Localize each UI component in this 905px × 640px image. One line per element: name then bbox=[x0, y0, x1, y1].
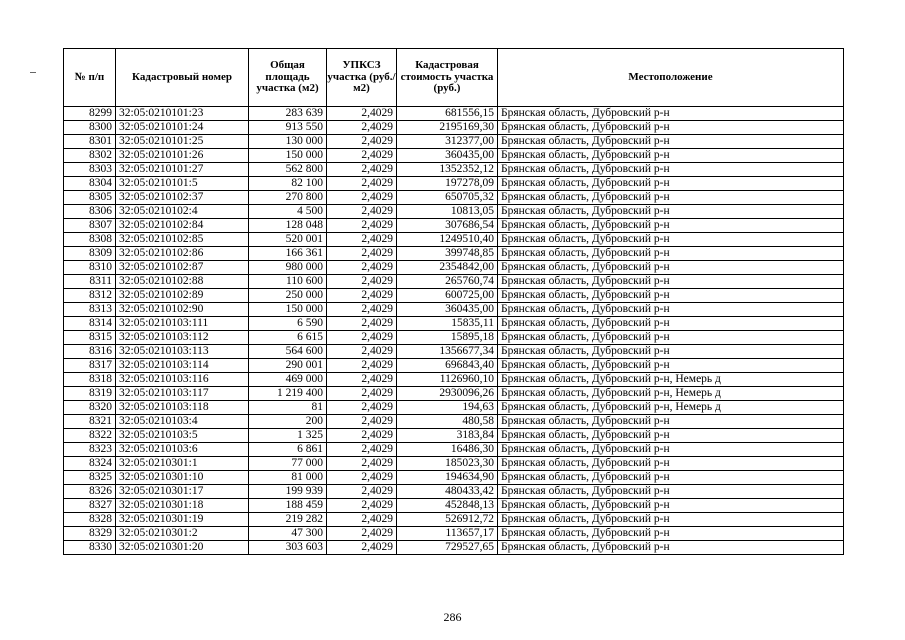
cadastral-value-cell: 1126960,10 bbox=[397, 373, 498, 387]
cadastral-number-cell: 32:05:0210301:19 bbox=[116, 513, 249, 527]
table-row bbox=[64, 541, 844, 555]
table-row bbox=[64, 177, 844, 191]
cadastral-value-cell: 10813,05 bbox=[397, 205, 498, 219]
table-row bbox=[64, 387, 844, 401]
area-cell: 150 000 bbox=[249, 149, 327, 163]
table-row bbox=[64, 471, 844, 485]
header-cadastral-number: Кадастровый номер bbox=[116, 49, 249, 107]
cadastral-number-cell: 32:05:0210301:2 bbox=[116, 527, 249, 541]
row-num-cell: 8316 bbox=[64, 345, 116, 359]
table-row bbox=[64, 345, 844, 359]
row-num-cell: 8317 bbox=[64, 359, 116, 373]
cadastral-number-cell: 32:05:0210301:10 bbox=[116, 471, 249, 485]
area-cell: 283 639 bbox=[249, 107, 327, 121]
row-num-cell: 8330 bbox=[64, 541, 116, 555]
table-row bbox=[64, 163, 844, 177]
row-num-cell: 8308 bbox=[64, 233, 116, 247]
upksz-cell: 2,4029 bbox=[327, 219, 397, 233]
area-cell: 520 001 bbox=[249, 233, 327, 247]
cadastral-number-cell: 32:05:0210301:1 bbox=[116, 457, 249, 471]
table-header-row bbox=[64, 49, 844, 107]
cadastral-number-cell: 32:05:0210102:84 bbox=[116, 219, 249, 233]
cadastral-value-cell: 2195169,30 bbox=[397, 121, 498, 135]
table-row bbox=[64, 317, 844, 331]
upksz-cell: 2,4029 bbox=[327, 289, 397, 303]
cadastral-number-cell: 32:05:0210102:90 bbox=[116, 303, 249, 317]
cadastral-value-cell: 526912,72 bbox=[397, 513, 498, 527]
cadastral-value-cell: 15835,11 bbox=[397, 317, 498, 331]
header-area: Общая площадь участка (м2) bbox=[249, 49, 327, 107]
location-cell: Брянская область, Дубровский р-н bbox=[498, 121, 844, 135]
row-num-cell: 8329 bbox=[64, 527, 116, 541]
row-num-cell: 8310 bbox=[64, 261, 116, 275]
location-cell: Брянская область, Дубровский р-н bbox=[498, 513, 844, 527]
area-cell: 82 100 bbox=[249, 177, 327, 191]
row-num-cell: 8305 bbox=[64, 191, 116, 205]
area-cell: 188 459 bbox=[249, 499, 327, 513]
upksz-cell: 2,4029 bbox=[327, 471, 397, 485]
row-num-cell: 8309 bbox=[64, 247, 116, 261]
upksz-cell: 2,4029 bbox=[327, 359, 397, 373]
location-cell: Брянская область, Дубровский р-н bbox=[498, 415, 844, 429]
row-num-cell: 8302 bbox=[64, 149, 116, 163]
area-cell: 250 000 bbox=[249, 289, 327, 303]
cadastral-number-cell: 32:05:0210103:4 bbox=[116, 415, 249, 429]
location-cell: Брянская область, Дубровский р-н bbox=[498, 345, 844, 359]
area-cell: 6 590 bbox=[249, 317, 327, 331]
cadastral-value-cell: 1352352,12 bbox=[397, 163, 498, 177]
area-cell: 219 282 bbox=[249, 513, 327, 527]
row-num-cell: 8300 bbox=[64, 121, 116, 135]
area-cell: 199 939 bbox=[249, 485, 327, 499]
table-row bbox=[64, 205, 844, 219]
header-location: Местоположение bbox=[498, 49, 844, 107]
row-num-cell: 8313 bbox=[64, 303, 116, 317]
cadastral-value-cell: 197278,09 bbox=[397, 177, 498, 191]
cadastral-number-cell: 32:05:0210102:89 bbox=[116, 289, 249, 303]
location-cell: Брянская область, Дубровский р-н bbox=[498, 457, 844, 471]
cadastral-number-cell: 32:05:0210301:17 bbox=[116, 485, 249, 499]
upksz-cell: 2,4029 bbox=[327, 541, 397, 555]
location-cell: Брянская область, Дубровский р-н bbox=[498, 429, 844, 443]
cadastral-value-cell: 360435,00 bbox=[397, 303, 498, 317]
upksz-cell: 2,4029 bbox=[327, 177, 397, 191]
cadastral-number-cell: 32:05:0210103:111 bbox=[116, 317, 249, 331]
upksz-cell: 2,4029 bbox=[327, 191, 397, 205]
upksz-cell: 2,4029 bbox=[327, 401, 397, 415]
table-row bbox=[64, 303, 844, 317]
location-cell: Брянская область, Дубровский р-н bbox=[498, 303, 844, 317]
upksz-cell: 2,4029 bbox=[327, 415, 397, 429]
area-cell: 166 361 bbox=[249, 247, 327, 261]
upksz-cell: 2,4029 bbox=[327, 513, 397, 527]
row-num-cell: 8323 bbox=[64, 443, 116, 457]
table-row bbox=[64, 135, 844, 149]
cadastral-number-cell: 32:05:0210101:26 bbox=[116, 149, 249, 163]
area-cell: 47 300 bbox=[249, 527, 327, 541]
row-num-cell: 8324 bbox=[64, 457, 116, 471]
cadastral-number-cell: 32:05:0210101:23 bbox=[116, 107, 249, 121]
upksz-cell: 2,4029 bbox=[327, 275, 397, 289]
upksz-cell: 2,4029 bbox=[327, 317, 397, 331]
table-row bbox=[64, 415, 844, 429]
row-num-cell: 8325 bbox=[64, 471, 116, 485]
location-cell: Брянская область, Дубровский р-н, Немерь д bbox=[498, 401, 844, 415]
cadastral-value-cell: 2930096,26 bbox=[397, 387, 498, 401]
area-cell: 4 500 bbox=[249, 205, 327, 219]
location-cell: Брянская область, Дубровский р-н bbox=[498, 331, 844, 345]
table-row bbox=[64, 429, 844, 443]
row-num-cell: 8319 bbox=[64, 387, 116, 401]
cadastral-value-cell: 2354842,00 bbox=[397, 261, 498, 275]
location-cell: Брянская область, Дубровский р-н bbox=[498, 275, 844, 289]
area-cell: 303 603 bbox=[249, 541, 327, 555]
cadastral-value-cell: 194,63 bbox=[397, 401, 498, 415]
row-num-cell: 8327 bbox=[64, 499, 116, 513]
upksz-cell: 2,4029 bbox=[327, 499, 397, 513]
cadastral-value-cell: 600725,00 bbox=[397, 289, 498, 303]
cadastral-number-cell: 32:05:0210102:86 bbox=[116, 247, 249, 261]
cadastral-number-cell: 32:05:0210102:87 bbox=[116, 261, 249, 275]
cadastral-number-cell: 32:05:0210103:114 bbox=[116, 359, 249, 373]
location-cell: Брянская область, Дубровский р-н bbox=[498, 219, 844, 233]
table-row bbox=[64, 149, 844, 163]
upksz-cell: 2,4029 bbox=[327, 233, 397, 247]
table-row bbox=[64, 373, 844, 387]
location-cell: Брянская область, Дубровский р-н bbox=[498, 443, 844, 457]
location-cell: Брянская область, Дубровский р-н bbox=[498, 317, 844, 331]
cadastral-value-cell: 113657,17 bbox=[397, 527, 498, 541]
area-cell: 200 bbox=[249, 415, 327, 429]
table-row bbox=[64, 513, 844, 527]
cadastral-number-cell: 32:05:0210101:24 bbox=[116, 121, 249, 135]
upksz-cell: 2,4029 bbox=[327, 107, 397, 121]
cadastral-value-cell: 15895,18 bbox=[397, 331, 498, 345]
cadastral-value-cell: 185023,30 bbox=[397, 457, 498, 471]
area-cell: 1 325 bbox=[249, 429, 327, 443]
cadastral-number-cell: 32:05:0210301:18 bbox=[116, 499, 249, 513]
upksz-cell: 2,4029 bbox=[327, 247, 397, 261]
location-cell: Брянская область, Дубровский р-н bbox=[498, 233, 844, 247]
row-num-cell: 8314 bbox=[64, 317, 116, 331]
row-num-cell: 8303 bbox=[64, 163, 116, 177]
area-cell: 270 800 bbox=[249, 191, 327, 205]
area-cell: 110 600 bbox=[249, 275, 327, 289]
area-cell: 980 000 bbox=[249, 261, 327, 275]
location-cell: Брянская область, Дубровский р-н bbox=[498, 135, 844, 149]
area-cell: 913 550 bbox=[249, 121, 327, 135]
upksz-cell: 2,4029 bbox=[327, 163, 397, 177]
cadastral-number-cell: 32:05:0210102:88 bbox=[116, 275, 249, 289]
location-cell: Брянская область, Дубровский р-н bbox=[498, 499, 844, 513]
area-cell: 77 000 bbox=[249, 457, 327, 471]
area-cell: 6 615 bbox=[249, 331, 327, 345]
cadastral-value-cell: 265760,74 bbox=[397, 275, 498, 289]
table-row bbox=[64, 247, 844, 261]
row-num-cell: 8304 bbox=[64, 177, 116, 191]
row-num-cell: 8311 bbox=[64, 275, 116, 289]
cadastral-value-cell: 480,58 bbox=[397, 415, 498, 429]
area-cell: 6 861 bbox=[249, 443, 327, 457]
location-cell: Брянская область, Дубровский р-н bbox=[498, 177, 844, 191]
location-cell: Брянская область, Дубровский р-н bbox=[498, 485, 844, 499]
location-cell: Брянская область, Дубровский р-н bbox=[498, 163, 844, 177]
upksz-cell: 2,4029 bbox=[327, 387, 397, 401]
cadastral-number-cell: 32:05:0210103:5 bbox=[116, 429, 249, 443]
row-num-cell: 8312 bbox=[64, 289, 116, 303]
location-cell: Брянская область, Дубровский р-н bbox=[498, 541, 844, 555]
cadastral-value-cell: 729527,65 bbox=[397, 541, 498, 555]
area-cell: 469 000 bbox=[249, 373, 327, 387]
location-cell: Брянская область, Дубровский р-н, Немерь д bbox=[498, 373, 844, 387]
location-cell: Брянская область, Дубровский р-н bbox=[498, 191, 844, 205]
cadastral-number-cell: 32:05:0210102:37 bbox=[116, 191, 249, 205]
table-row bbox=[64, 331, 844, 345]
area-cell: 564 600 bbox=[249, 345, 327, 359]
area-cell: 150 000 bbox=[249, 303, 327, 317]
area-cell: 128 048 bbox=[249, 219, 327, 233]
cadastral-value-cell: 312377,00 bbox=[397, 135, 498, 149]
location-cell: Брянская область, Дубровский р-н bbox=[498, 527, 844, 541]
cadastral-value-cell: 696843,40 bbox=[397, 359, 498, 373]
cadastral-number-cell: 32:05:0210103:116 bbox=[116, 373, 249, 387]
table-row bbox=[64, 121, 844, 135]
cadastral-number-cell: 32:05:0210101:25 bbox=[116, 135, 249, 149]
table-row bbox=[64, 107, 844, 121]
location-cell: Брянская область, Дубровский р-н bbox=[498, 471, 844, 485]
table-row bbox=[64, 275, 844, 289]
cadastral-value-cell: 194634,90 bbox=[397, 471, 498, 485]
upksz-cell: 2,4029 bbox=[327, 149, 397, 163]
cadastral-value-cell: 307686,54 bbox=[397, 219, 498, 233]
cadastral-table bbox=[63, 48, 844, 555]
header-cadastral-value: Кадастровая стоимость участка (руб.) bbox=[397, 49, 498, 107]
table-row bbox=[64, 485, 844, 499]
cadastral-value-cell: 399748,85 bbox=[397, 247, 498, 261]
location-cell: Брянская область, Дубровский р-н bbox=[498, 261, 844, 275]
area-cell: 1 219 400 bbox=[249, 387, 327, 401]
upksz-cell: 2,4029 bbox=[327, 527, 397, 541]
upksz-cell: 2,4029 bbox=[327, 121, 397, 135]
area-cell: 81 bbox=[249, 401, 327, 415]
header-num: № п/п bbox=[64, 49, 116, 107]
table-row bbox=[64, 499, 844, 513]
table-body bbox=[64, 107, 844, 555]
cadastral-value-cell: 480433,42 bbox=[397, 485, 498, 499]
cadastral-number-cell: 32:05:0210102:85 bbox=[116, 233, 249, 247]
upksz-cell: 2,4029 bbox=[327, 485, 397, 499]
cadastral-value-cell: 650705,32 bbox=[397, 191, 498, 205]
cadastral-number-cell: 32:05:0210301:20 bbox=[116, 541, 249, 555]
cadastral-value-cell: 452848,13 bbox=[397, 499, 498, 513]
area-cell: 562 800 bbox=[249, 163, 327, 177]
table-row bbox=[64, 401, 844, 415]
cadastral-value-cell: 360435,00 bbox=[397, 149, 498, 163]
table-row bbox=[64, 261, 844, 275]
cadastral-value-cell: 3183,84 bbox=[397, 429, 498, 443]
cadastral-number-cell: 32:05:0210103:6 bbox=[116, 443, 249, 457]
cadastral-number-cell: 32:05:0210102:4 bbox=[116, 205, 249, 219]
location-cell: Брянская область, Дубровский р-н bbox=[498, 247, 844, 261]
upksz-cell: 2,4029 bbox=[327, 261, 397, 275]
row-num-cell: 8301 bbox=[64, 135, 116, 149]
table-row bbox=[64, 191, 844, 205]
row-num-cell: 8322 bbox=[64, 429, 116, 443]
table-row bbox=[64, 527, 844, 541]
row-num-cell: 8320 bbox=[64, 401, 116, 415]
page-number: 286 bbox=[443, 610, 462, 624]
cadastral-number-cell: 32:05:0210101:5 bbox=[116, 177, 249, 191]
table-row bbox=[64, 219, 844, 233]
upksz-cell: 2,4029 bbox=[327, 373, 397, 387]
upksz-cell: 2,4029 bbox=[327, 457, 397, 471]
upksz-cell: 2,4029 bbox=[327, 135, 397, 149]
cadastral-number-cell: 32:05:0210103:118 bbox=[116, 401, 249, 415]
upksz-cell: 2,4029 bbox=[327, 331, 397, 345]
table-row bbox=[64, 457, 844, 471]
table-row bbox=[64, 359, 844, 373]
location-cell: Брянская область, Дубровский р-н, Немерь д bbox=[498, 387, 844, 401]
cadastral-number-cell: 32:05:0210103:112 bbox=[116, 331, 249, 345]
upksz-cell: 2,4029 bbox=[327, 205, 397, 219]
row-num-cell: 8321 bbox=[64, 415, 116, 429]
cadastral-number-cell: 32:05:0210103:117 bbox=[116, 387, 249, 401]
location-cell: Брянская область, Дубровский р-н bbox=[498, 149, 844, 163]
row-num-cell: 8328 bbox=[64, 513, 116, 527]
upksz-cell: 2,4029 bbox=[327, 429, 397, 443]
area-cell: 81 000 bbox=[249, 471, 327, 485]
row-num-cell: 8326 bbox=[64, 485, 116, 499]
cadastral-number-cell: 32:05:0210101:27 bbox=[116, 163, 249, 177]
margin-mark bbox=[30, 72, 36, 73]
cadastral-number-cell: 32:05:0210103:113 bbox=[116, 345, 249, 359]
header-upksz: УПКСЗ участка (руб./м2) bbox=[327, 49, 397, 107]
cadastral-value-cell: 681556,15 bbox=[397, 107, 498, 121]
row-num-cell: 8306 bbox=[64, 205, 116, 219]
area-cell: 130 000 bbox=[249, 135, 327, 149]
row-num-cell: 8299 bbox=[64, 107, 116, 121]
table-row bbox=[64, 289, 844, 303]
location-cell: Брянская область, Дубровский р-н bbox=[498, 205, 844, 219]
cadastral-value-cell: 16486,30 bbox=[397, 443, 498, 457]
location-cell: Брянская область, Дубровский р-н bbox=[498, 359, 844, 373]
location-cell: Брянская область, Дубровский р-н bbox=[498, 107, 844, 121]
table-row bbox=[64, 233, 844, 247]
location-cell: Брянская область, Дубровский р-н bbox=[498, 289, 844, 303]
cadastral-value-cell: 1249510,40 bbox=[397, 233, 498, 247]
upksz-cell: 2,4029 bbox=[327, 345, 397, 359]
table-row bbox=[64, 443, 844, 457]
area-cell: 290 001 bbox=[249, 359, 327, 373]
row-num-cell: 8315 bbox=[64, 331, 116, 345]
row-num-cell: 8318 bbox=[64, 373, 116, 387]
cadastral-value-cell: 1356677,34 bbox=[397, 345, 498, 359]
row-num-cell: 8307 bbox=[64, 219, 116, 233]
upksz-cell: 2,4029 bbox=[327, 303, 397, 317]
upksz-cell: 2,4029 bbox=[327, 443, 397, 457]
